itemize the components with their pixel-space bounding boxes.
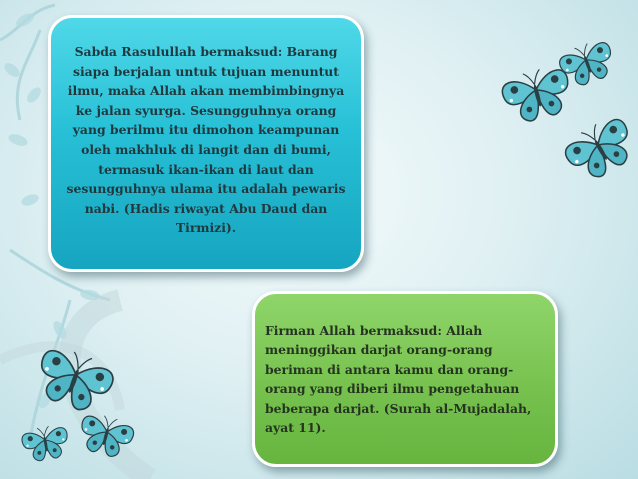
butterfly-icon <box>560 112 638 187</box>
firman-text-box <box>252 291 558 467</box>
firman-text: Firman Allah bermaksud: Allah meninggikan darjat orang-orang beriman di antara kamu dan orang-orang yang diberi ilmu pengetahuan beberapa darjat. (Surah al-Mujadalah, ayat 11). <box>265 323 532 436</box>
butterfly-icon <box>20 423 70 463</box>
butterfly-icon <box>31 343 118 418</box>
butterfly-icon <box>499 63 576 126</box>
butterfly-icon <box>76 411 136 461</box>
hadis-text-box <box>48 15 364 272</box>
hadis-text: Sabda Rasulullah bermaksud: Barang siapa berjalan untuk tujuan menuntut ilmu, maka Allah akan membimbingnya ke jalan syurga. Sesungguhnya orang yang berilmu itu dimohon keampunan oleh makhluk di langit dan di bumi, termasuk ikan-ikan di laut dan sesungguhnya ulama itu adalah pewaris nabi. (Hadis riwayat Abu Daud dan Tirmizi). <box>66 44 346 236</box>
